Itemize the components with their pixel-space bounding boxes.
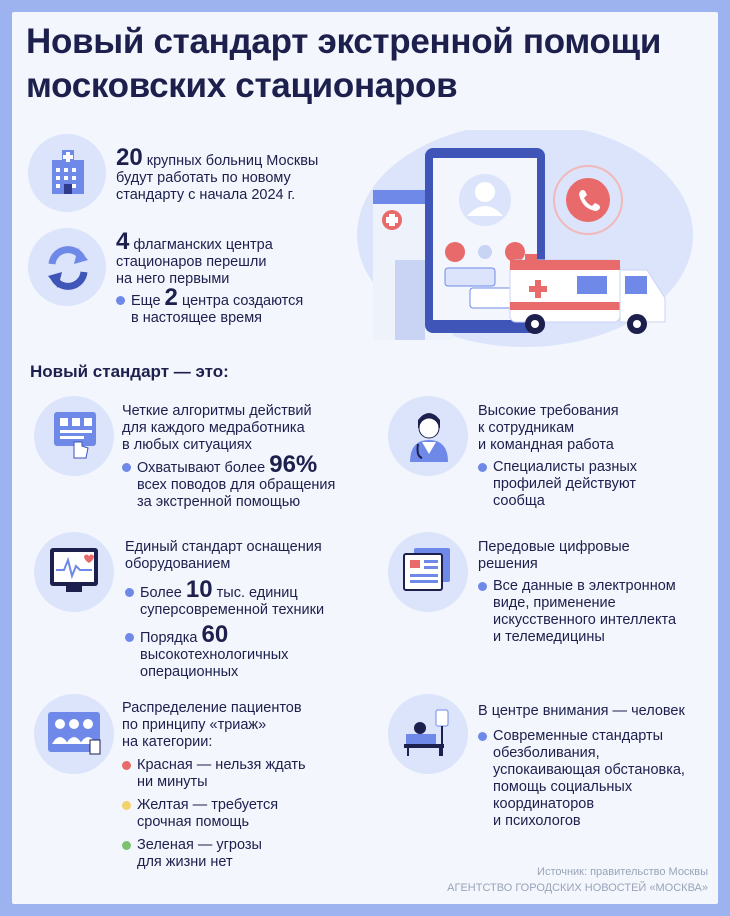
triage-yellow-l2: срочная помощь: [137, 814, 249, 830]
human-b-l6: и психологов: [493, 813, 581, 829]
extra-number: 2: [164, 284, 178, 311]
doctor-icon: [402, 406, 456, 464]
algorithms-bullet-text: [137, 453, 377, 511]
hospital-building-icon: [42, 146, 94, 198]
equipment-b2-number: 60: [201, 621, 229, 648]
triage-l1: Распределение пациентов: [122, 700, 302, 716]
staff-b-l2: профилей действуют: [493, 476, 637, 492]
hero-illustration: [355, 130, 700, 355]
digital-text: [478, 539, 698, 573]
extra-text-a: центра создаются: [181, 293, 304, 309]
centers-number: 4: [116, 228, 130, 255]
digital-b-l1: Все данные в электронном: [493, 578, 676, 594]
refresh-arrows-icon: [42, 242, 94, 294]
centers-text-a: флагманских центра: [133, 237, 273, 253]
human-b-l5: координаторов: [493, 796, 595, 812]
staff-l3: и командная работа: [478, 437, 614, 453]
extra-prefix: Еще: [131, 293, 161, 309]
digital-b-l3: искусственного интеллекта: [493, 612, 677, 628]
extra-bullet: [116, 296, 125, 305]
equipment-bullet-1-text: [140, 578, 380, 619]
algorithms-bullet: [122, 463, 131, 472]
algorithms-b-l3: за экстренной помощью: [137, 494, 301, 510]
extra-text-b: в настоящее время: [131, 310, 263, 326]
staff-b-l3: сообща: [493, 493, 545, 509]
triage-l3: на категории:: [122, 734, 213, 750]
hospitals-text-c: стандарту с начала 2024 г.: [116, 187, 296, 203]
centers-text-c: на него первыми: [116, 271, 230, 287]
triage-red-l1: Красная — нельзя ждать: [137, 757, 306, 773]
human-title: В центре внимания — человек: [478, 703, 685, 719]
equipment-b1-suffix: тыс. единиц: [216, 585, 298, 601]
page-title: Новый стандарт экстренной помощи московских стационаров: [26, 22, 662, 105]
hospitals-text-b: будут работать по новому: [116, 170, 291, 186]
digital-bullet-text: [493, 578, 703, 646]
documents-icon: [400, 544, 456, 596]
equipment-bullet-2-text: [140, 623, 380, 681]
patient-bed-icon: [400, 706, 456, 762]
algorithms-b-number: 96%: [269, 451, 318, 478]
digital-b-l2: виде, применение: [493, 595, 616, 611]
digital-l1: Передовые цифровые: [478, 539, 630, 555]
heart-monitor-icon: [46, 544, 102, 596]
hospitals-text-a: крупных больниц Москвы: [146, 153, 319, 169]
triage-red-text: [137, 757, 357, 791]
triage-green-l2: для жизни нет: [137, 854, 233, 870]
human-b-l2: обезболивания,: [493, 745, 600, 761]
algorithms-b-prefix: Охватывают более: [137, 460, 266, 476]
triage-green-bullet: [122, 841, 131, 850]
agency-credit: АГЕНТСТВО ГОРОДСКИХ НОВОСТЕЙ «МОСКВА»: [447, 882, 708, 894]
equipment-b2-l3: операционных: [140, 664, 239, 680]
algorithms-l2: для каждого медработника: [122, 420, 305, 436]
triage-yellow-text: [137, 797, 357, 831]
centers-stat: [116, 230, 356, 288]
equipment-l1: Единый стандарт оснащения: [125, 539, 322, 555]
source-note: Источник: правительство Москвы: [537, 866, 708, 878]
algorithms-l1: Четкие алгоритмы действий: [122, 403, 312, 419]
patients-group-icon: [46, 710, 102, 758]
triage-red-bullet: [122, 761, 131, 770]
triage-l2: по принципу «триаж»: [122, 717, 267, 733]
human-bullet-text: [493, 728, 703, 830]
human-b-l3: успокаивающая обстановка,: [493, 762, 685, 778]
triage-yellow-l1: Желтая — требуется: [137, 797, 279, 813]
staff-b-l1: Специалисты разных: [493, 459, 638, 475]
digital-l2: решения: [478, 556, 538, 572]
staff-bullet: [478, 463, 487, 472]
human-bullet: [478, 732, 487, 741]
digital-b-l4: и телемедицины: [493, 629, 605, 645]
medical-chart-icon: [48, 408, 102, 462]
digital-bullet: [478, 582, 487, 591]
extra-stat: [131, 286, 371, 327]
staff-l2: к сотрудникам: [478, 420, 575, 436]
equipment-bullet-1: [125, 588, 134, 597]
triage-green-text: [137, 837, 357, 871]
equipment-b2-l2: высокотехнологичных: [140, 647, 289, 663]
equipment-b1-number: 10: [185, 576, 213, 603]
algorithms-text: [122, 403, 362, 454]
staff-text: [478, 403, 698, 454]
human-b-l4: помощь социальных: [493, 779, 633, 795]
staff-l1: Высокие требования: [478, 403, 619, 419]
equipment-b1-prefix: Более: [140, 585, 182, 601]
section-title: Новый стандарт — это:: [30, 362, 229, 381]
hospitals-stat: [116, 146, 356, 204]
hospitals-number: 20: [116, 144, 143, 171]
triage-yellow-bullet: [122, 801, 131, 810]
triage-green-l1: Зеленая — угрозы: [137, 837, 262, 853]
algorithms-b-l2: всех поводов для обращения: [137, 477, 336, 493]
algorithms-l3: в любых ситуациях: [122, 437, 252, 453]
equipment-bullet-2: [125, 633, 134, 642]
equipment-text: [125, 539, 365, 573]
equipment-b2-prefix: Порядка: [140, 630, 198, 646]
triage-text: [122, 700, 362, 751]
equipment-b1-l2: суперсовременной техники: [140, 602, 325, 618]
equipment-l2: оборудованием: [125, 556, 231, 572]
human-b-l1: Современные стандарты: [493, 728, 664, 744]
triage-red-l2: ни минуты: [137, 774, 208, 790]
staff-bullet-text: [493, 459, 703, 510]
centers-text-b: стационаров перешли: [116, 254, 267, 270]
